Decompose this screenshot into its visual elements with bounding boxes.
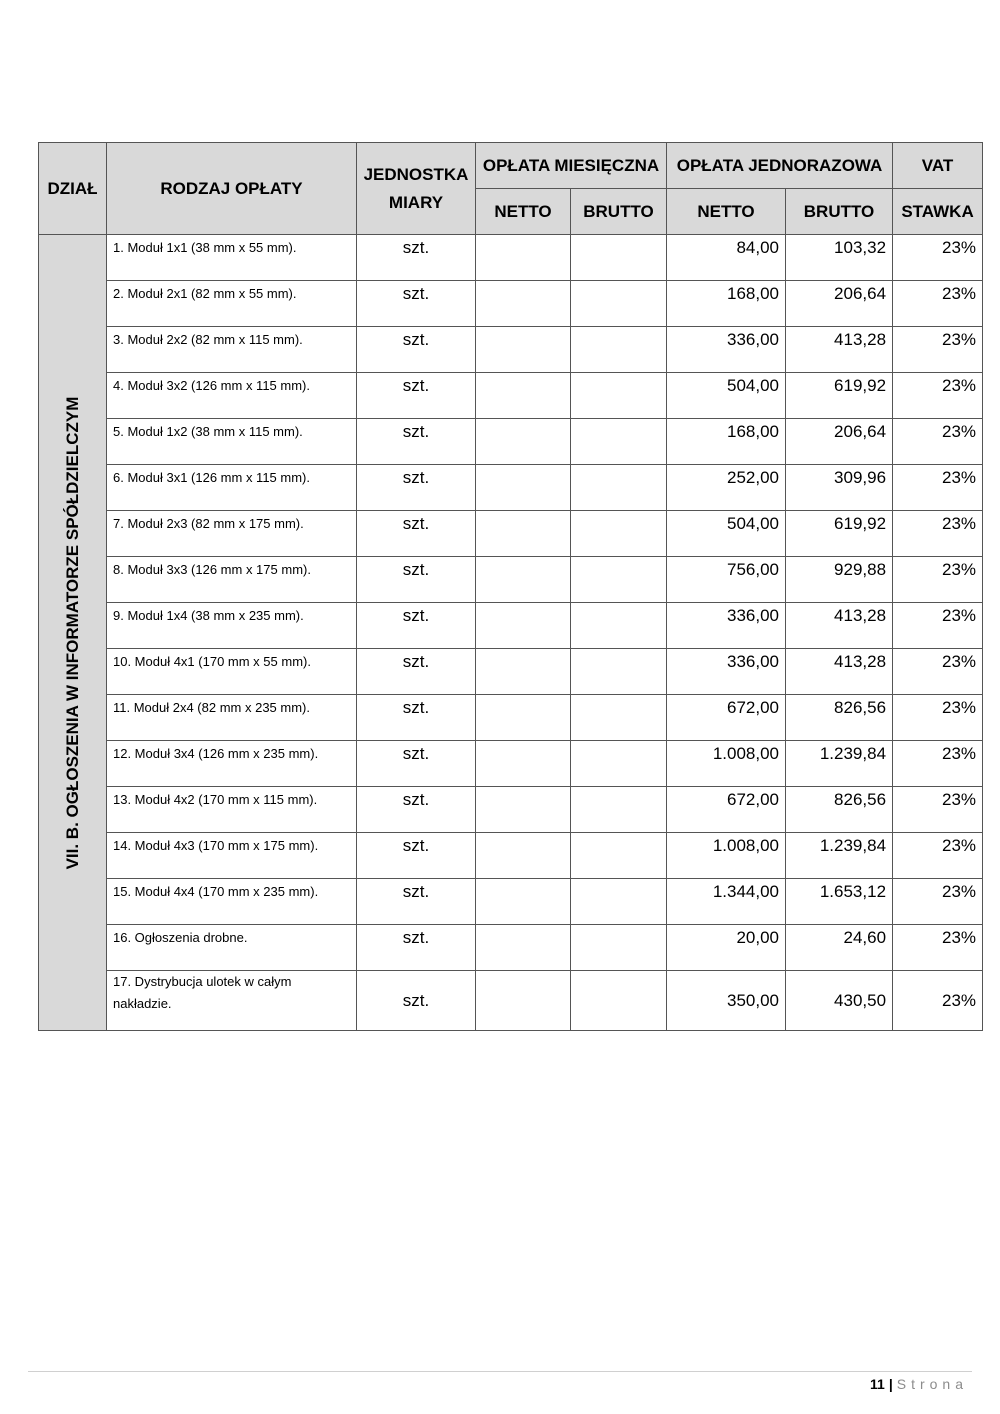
unit-cell: szt. <box>357 833 476 879</box>
vat-rate-cell: 23% <box>893 511 983 557</box>
fee-name: 12. Moduł 3x4 (126 mm x 235 mm). <box>107 741 357 787</box>
vat-rate-cell: 23% <box>893 235 983 281</box>
monthly-brutto-cell <box>571 833 667 879</box>
fee-name: 4. Moduł 3x2 (126 mm x 115 mm). <box>107 373 357 419</box>
monthly-brutto-cell <box>571 649 667 695</box>
vat-rate-cell: 23% <box>893 879 983 925</box>
table-row <box>39 695 983 741</box>
unit-cell: szt. <box>357 419 476 465</box>
one-time-netto-cell: 336,00 <box>667 603 786 649</box>
header-netto-miesieczna: NETTO <box>476 189 571 235</box>
monthly-netto-cell <box>476 695 571 741</box>
monthly-netto-cell <box>476 925 571 971</box>
unit-cell: szt. <box>357 649 476 695</box>
one-time-netto-cell: 84,00 <box>667 235 786 281</box>
fee-name: 15. Moduł 4x4 (170 mm x 235 mm). <box>107 879 357 925</box>
unit-cell: szt. <box>357 879 476 925</box>
one-time-brutto-cell: 24,60 <box>786 925 893 971</box>
one-time-brutto-cell: 413,28 <box>786 603 893 649</box>
vat-rate-cell: 23% <box>893 787 983 833</box>
one-time-brutto-cell: 206,64 <box>786 281 893 327</box>
one-time-netto-cell: 1.008,00 <box>667 741 786 787</box>
footer-separator: | <box>888 1376 893 1392</box>
table-row <box>39 649 983 695</box>
vat-rate-cell: 23% <box>893 557 983 603</box>
monthly-brutto-cell <box>571 465 667 511</box>
vat-rate-cell: 23% <box>893 327 983 373</box>
one-time-netto-cell: 336,00 <box>667 327 786 373</box>
vat-rate-cell: 23% <box>893 971 983 1031</box>
vat-rate-cell: 23% <box>893 695 983 741</box>
monthly-brutto-cell <box>571 971 667 1031</box>
table-row <box>39 235 983 281</box>
vat-rate-cell: 23% <box>893 741 983 787</box>
one-time-brutto-cell: 1.653,12 <box>786 879 893 925</box>
monthly-netto-cell <box>476 327 571 373</box>
one-time-brutto-cell: 206,64 <box>786 419 893 465</box>
unit-cell: szt. <box>357 925 476 971</box>
monthly-brutto-cell <box>571 741 667 787</box>
vat-rate-cell: 23% <box>893 833 983 879</box>
fee-name: 1. Moduł 1x1 (38 mm x 55 mm). <box>107 235 357 281</box>
table-row <box>39 373 983 419</box>
unit-cell: szt. <box>357 465 476 511</box>
fee-name: 7. Moduł 2x3 (82 mm x 175 mm). <box>107 511 357 557</box>
unit-cell: szt. <box>357 741 476 787</box>
monthly-brutto-cell <box>571 557 667 603</box>
one-time-brutto-cell: 413,28 <box>786 327 893 373</box>
fee-name: 5. Moduł 1x2 (38 mm x 115 mm). <box>107 419 357 465</box>
table-row <box>39 419 983 465</box>
one-time-brutto-cell: 826,56 <box>786 695 893 741</box>
header-rodzaj-oplaty: RODZAJ OPŁATY <box>107 143 357 235</box>
monthly-netto-cell <box>476 511 571 557</box>
fee-name: 6. Moduł 3x1 (126 mm x 115 mm). <box>107 465 357 511</box>
table-row <box>39 971 983 1031</box>
header-stawka: STAWKA <box>893 189 983 235</box>
one-time-brutto-cell: 430,50 <box>786 971 893 1031</box>
unit-cell: szt. <box>357 281 476 327</box>
page-footer <box>870 1376 968 1392</box>
header-netto-jednorazowa: NETTO <box>667 189 786 235</box>
table-row <box>39 511 983 557</box>
monthly-brutto-cell <box>571 695 667 741</box>
fee-name: 16. Ogłoszenia drobne. <box>107 925 357 971</box>
footer-word: Strona <box>896 1376 968 1392</box>
monthly-netto-cell <box>476 603 571 649</box>
monthly-netto-cell <box>476 373 571 419</box>
one-time-brutto-cell: 413,28 <box>786 649 893 695</box>
monthly-brutto-cell <box>571 373 667 419</box>
one-time-netto-cell: 756,00 <box>667 557 786 603</box>
monthly-netto-cell <box>476 465 571 511</box>
monthly-netto-cell <box>476 741 571 787</box>
table-row <box>39 557 983 603</box>
vat-rate-cell: 23% <box>893 649 983 695</box>
fee-name: 8. Moduł 3x3 (126 mm x 175 mm). <box>107 557 357 603</box>
table-row <box>39 327 983 373</box>
monthly-brutto-cell <box>571 419 667 465</box>
fee-name: 14. Moduł 4x3 (170 mm x 175 mm). <box>107 833 357 879</box>
fee-name: 10. Moduł 4x1 (170 mm x 55 mm). <box>107 649 357 695</box>
vat-rate-cell: 23% <box>893 281 983 327</box>
one-time-brutto-cell: 103,32 <box>786 235 893 281</box>
one-time-netto-cell: 252,00 <box>667 465 786 511</box>
unit-cell: szt. <box>357 695 476 741</box>
fee-table-body <box>39 235 983 1031</box>
one-time-netto-cell: 1.008,00 <box>667 833 786 879</box>
monthly-netto-cell <box>476 879 571 925</box>
one-time-brutto-cell: 1.239,84 <box>786 741 893 787</box>
table-row <box>39 741 983 787</box>
one-time-netto-cell: 672,00 <box>667 787 786 833</box>
monthly-netto-cell <box>476 419 571 465</box>
unit-cell: szt. <box>357 235 476 281</box>
table-row <box>39 465 983 511</box>
monthly-brutto-cell <box>571 511 667 557</box>
one-time-netto-cell: 504,00 <box>667 373 786 419</box>
header-brutto-miesieczna: BRUTTO <box>571 189 667 235</box>
unit-cell: szt. <box>357 603 476 649</box>
section-cell <box>39 235 107 1031</box>
monthly-netto-cell <box>476 281 571 327</box>
unit-cell: szt. <box>357 373 476 419</box>
unit-cell: szt. <box>357 971 476 1031</box>
one-time-netto-cell: 350,00 <box>667 971 786 1031</box>
unit-cell: szt. <box>357 787 476 833</box>
fee-name: 2. Moduł 2x1 (82 mm x 55 mm). <box>107 281 357 327</box>
table-row <box>39 879 983 925</box>
fee-name: 17. Dystrybucja ulotek w całym nakładzie. <box>107 971 357 1031</box>
one-time-netto-cell: 168,00 <box>667 419 786 465</box>
one-time-netto-cell: 20,00 <box>667 925 786 971</box>
monthly-brutto-cell <box>571 235 667 281</box>
one-time-brutto-cell: 826,56 <box>786 787 893 833</box>
table-row <box>39 833 983 879</box>
monthly-netto-cell <box>476 235 571 281</box>
one-time-netto-cell: 1.344,00 <box>667 879 786 925</box>
page-number: 11 <box>870 1376 885 1392</box>
footer-divider <box>28 1371 972 1372</box>
one-time-brutto-cell: 619,92 <box>786 373 893 419</box>
one-time-brutto-cell: 309,96 <box>786 465 893 511</box>
vat-rate-cell: 23% <box>893 925 983 971</box>
monthly-netto-cell <box>476 971 571 1031</box>
header-brutto-jednorazowa: BRUTTO <box>786 189 893 235</box>
monthly-brutto-cell <box>571 787 667 833</box>
vat-rate-cell: 23% <box>893 603 983 649</box>
fee-name: 3. Moduł 2x2 (82 mm x 115 mm). <box>107 327 357 373</box>
header-dzial: DZIAŁ <box>39 143 107 235</box>
unit-cell: szt. <box>357 511 476 557</box>
table-row <box>39 603 983 649</box>
header-jednostka-miary: JEDNOSTKA MIARY <box>357 143 476 235</box>
monthly-brutto-cell <box>571 879 667 925</box>
header-vat: VAT <box>893 143 983 189</box>
header-oplata-jednorazowa: OPŁATA JEDNORAZOWA <box>667 143 893 189</box>
fee-table <box>38 142 983 1031</box>
fee-name: 13. Moduł 4x2 (170 mm x 115 mm). <box>107 787 357 833</box>
unit-cell: szt. <box>357 327 476 373</box>
monthly-brutto-cell <box>571 281 667 327</box>
monthly-brutto-cell <box>571 603 667 649</box>
vat-rate-cell: 23% <box>893 373 983 419</box>
one-time-netto-cell: 168,00 <box>667 281 786 327</box>
vat-rate-cell: 23% <box>893 465 983 511</box>
fee-name: 11. Moduł 2x4 (82 mm x 235 mm). <box>107 695 357 741</box>
unit-cell: szt. <box>357 557 476 603</box>
monthly-netto-cell <box>476 787 571 833</box>
table-row <box>39 281 983 327</box>
header-oplata-miesieczna: OPŁATA MIESIĘCZNA <box>476 143 667 189</box>
section-title: VII. B. OGŁOSZENIA W INFORMATORZE SPÓŁDZIELCZYM <box>62 396 82 869</box>
one-time-netto-cell: 336,00 <box>667 649 786 695</box>
monthly-netto-cell <box>476 557 571 603</box>
monthly-netto-cell <box>476 833 571 879</box>
table-row <box>39 925 983 971</box>
one-time-brutto-cell: 619,92 <box>786 511 893 557</box>
monthly-netto-cell <box>476 649 571 695</box>
monthly-brutto-cell <box>571 925 667 971</box>
table-row <box>39 787 983 833</box>
one-time-brutto-cell: 929,88 <box>786 557 893 603</box>
one-time-netto-cell: 504,00 <box>667 511 786 557</box>
one-time-netto-cell: 672,00 <box>667 695 786 741</box>
monthly-brutto-cell <box>571 327 667 373</box>
fee-name: 9. Moduł 1x4 (38 mm x 235 mm). <box>107 603 357 649</box>
one-time-brutto-cell: 1.239,84 <box>786 833 893 879</box>
vat-rate-cell: 23% <box>893 419 983 465</box>
